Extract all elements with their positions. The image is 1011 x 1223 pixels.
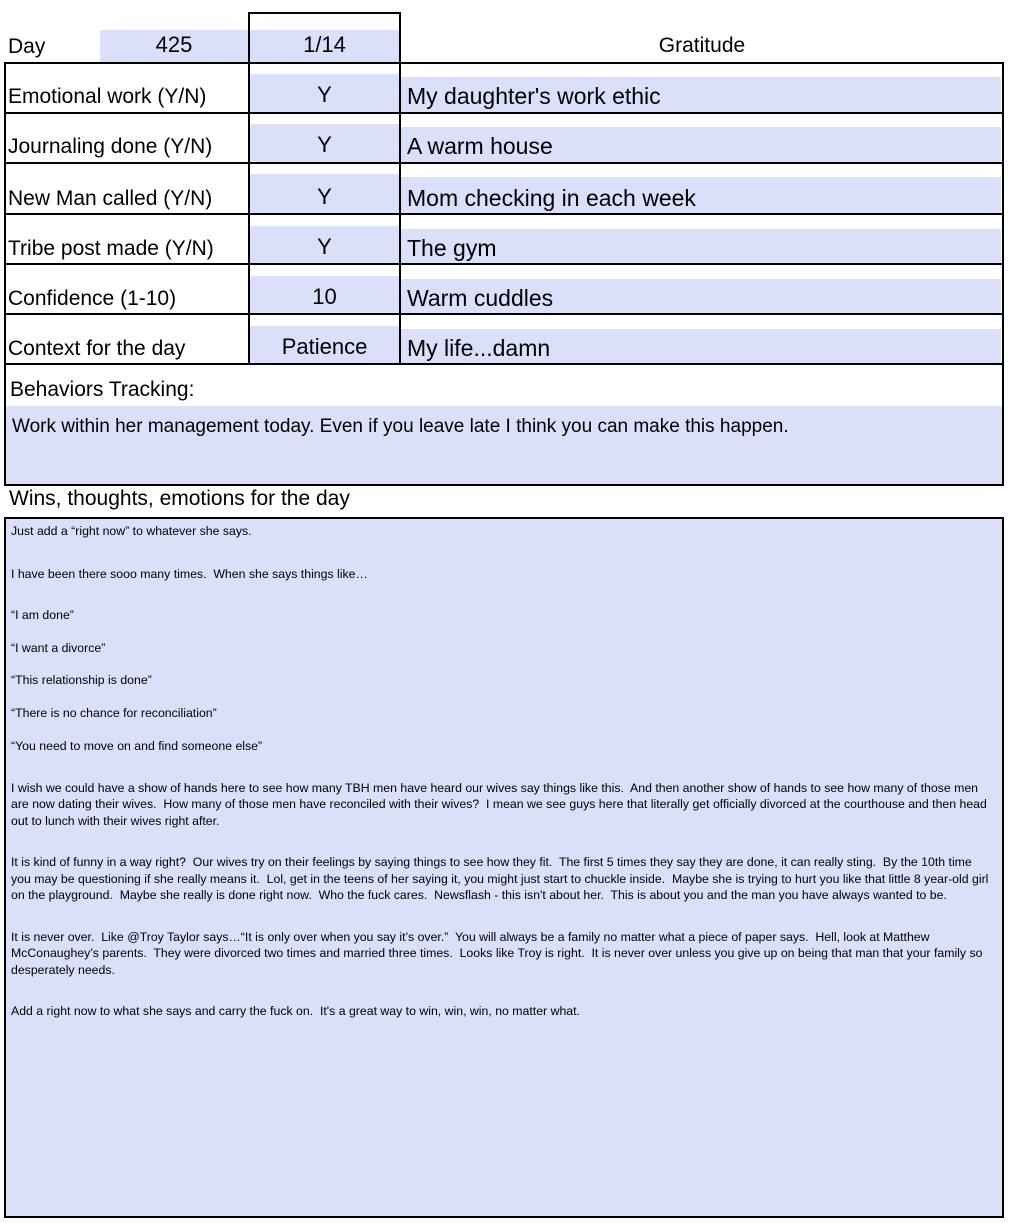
day-label: Day [8, 35, 46, 58]
wins-paragraph: Add a right now to what she says and carry the fuck on. It's a great way to win, win, win, no matter what. [11, 1004, 580, 1018]
gratitude-item: A warm house [401, 127, 1001, 162]
behaviors-text: Work within her management today. Even if you leave late I think you can make this happen. [6, 406, 1002, 485]
behaviors-title: Behaviors Tracking: [10, 378, 195, 401]
row-value: Y [250, 174, 399, 214]
gratitude-item: Mom checking in each week [401, 177, 1001, 214]
row-label: Emotional work (Y/N) [8, 85, 207, 108]
wins-paragraph: It is never over. Like @Troy Taylor says…“It is only over when you say it’s over.” You will always be a family no matter what a piece of paper says. Hell, look at Matthew McConaughey’s parents. They were divorced two times and married three times. Looks like Troy is right. It is never over unless you give up on being that man that your family so desperately needs. [11, 929, 986, 977]
gratitude-item: Warm cuddles [401, 279, 1001, 314]
gratitude-item: My life...damn [401, 329, 1001, 364]
wins-paragraph: Just add a “right now” to whatever she says. [11, 524, 252, 538]
wins-paragraph: I have been there sooo many times. When she says things like… [11, 566, 368, 581]
wins-paragraph: “There is no chance for reconciliation” [11, 705, 217, 720]
row-value: Y [250, 226, 399, 264]
row-value: Y [250, 74, 399, 112]
row-label: New Man called (Y/N) [8, 187, 213, 210]
row-label: Context for the day [8, 337, 186, 360]
wins-text-box [6, 519, 1002, 1216]
row-label: Journaling done (Y/N) [8, 135, 213, 158]
gratitude-item: My daughter's work ethic [401, 77, 1001, 112]
wins-paragraph: “I am done” [11, 608, 74, 622]
day-number: 425 [100, 30, 248, 62]
gratitude-item: The gym [401, 229, 1001, 264]
wins-paragraph: It is kind of funny in a way right? Our wives try on their feelings by saying things to see how they fit. The first 5 times they say they are done, it can really sting. By the 10th time you may be questioning if she really means it. Lol, get in the teens of her saying it, you might just start to chuckle inside. Maybe she is trying to hurt you like that little 8 year-old girl on the playground. Maybe she really is done right now. Who the fuck cares. Newsflash - this isn't about her. This is about you and the man you have always wanted to be. [11, 855, 992, 902]
row-value: 10 [250, 276, 399, 314]
wins-paragraph: I wish we could have a show of hands here to see how many TBH men have heard our wives say things like this. And then another show of hands to see how many of those men are now dating their wives. How many of those men have reconciled with their wives? I mean we see guys here that literally get officially divorced at the courthouse and then head out to lunch with their wives right after. [11, 780, 991, 828]
row-label: Tribe post made (Y/N) [8, 237, 214, 260]
wins-paragraph: “I want a divorce” [11, 640, 106, 655]
row-label: Confidence (1-10) [8, 287, 177, 310]
wins-title: Wins, thoughts, emotions for the day [9, 487, 350, 510]
wins-paragraph: “This relationship is done” [11, 673, 152, 687]
entry-date: 1/14 [250, 30, 399, 62]
gratitude-title: Gratitude [658, 34, 746, 57]
wins-paragraph: “You need to move on and find someone else” [11, 739, 263, 753]
row-value: Patience [250, 326, 399, 364]
row-value: Y [250, 124, 399, 162]
